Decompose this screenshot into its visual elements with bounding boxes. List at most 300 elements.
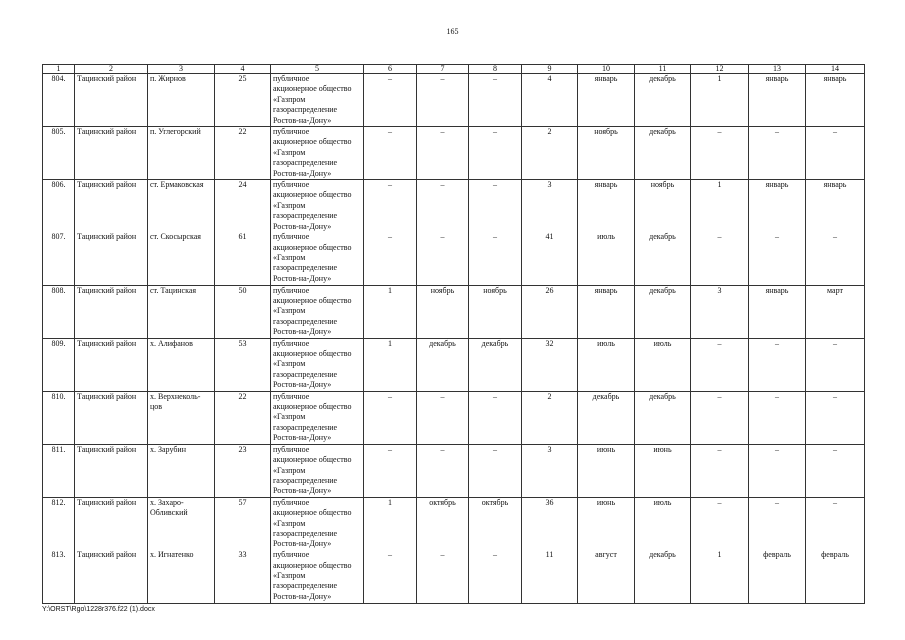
column-header: 5 [271,65,364,74]
col7-cell-text: – [440,232,445,242]
col6-cell-text: 1 [388,285,392,295]
locality-cell [148,285,215,338]
col10-cell [578,74,635,127]
col12-cell [691,444,749,497]
col13-cell [749,285,806,338]
col8-cell-text: – [493,391,497,401]
column-header: 9 [522,65,578,74]
district-cell [75,74,148,127]
column-header: 1 [43,65,75,74]
col12-cell-text: – [717,127,722,137]
col12-cell [691,497,749,550]
organization-line: Ростов-на-Дону» [273,591,332,601]
col14-cell-text: – [833,444,837,454]
row-number [43,74,75,127]
row-number-text: 808. [51,285,66,295]
col8-cell [469,497,522,550]
organization-line: газораспределение [273,105,338,115]
col10-cell-text: январь [594,74,618,83]
col11-cell [635,180,691,233]
column-header: 13 [749,65,806,74]
column-header: 11 [635,65,691,74]
col9-cell-text: 3 [547,180,552,190]
organization-line: «Газпром [273,94,306,104]
organization-line: «Газпром [273,518,306,528]
col9-cell-text: 41 [545,232,554,242]
row-number-text: 810. [51,391,66,401]
col9-cell [522,74,578,127]
col8-cell [469,444,522,497]
col8-cell [469,74,522,127]
organization-line: публичное [273,285,310,295]
file-path-footer: Y:\ORST\Rgo\1228r376.f22 (1).docx [42,606,155,613]
col6-cell [364,338,417,391]
col7-cell [417,550,469,603]
district-cell-text: Тацинский район [77,127,137,137]
col13-cell [749,74,806,127]
column-header: 14 [806,65,865,74]
organization-line: публичное [273,180,310,190]
col7-cell-text: – [440,180,445,190]
organization-line: акционерное общество [273,242,352,252]
organization-line: Ростов-на-Дону» [273,168,332,178]
organization-line: акционерное общество [273,508,352,518]
locality-cell [148,444,215,497]
locality-cell [148,338,215,391]
organization-line: акционерное общество [273,402,352,412]
col7-cell-text: – [440,127,445,137]
col14-cell-text: – [833,127,837,137]
locality-cell-text: х. Игнатенко [150,550,194,560]
col11-cell-text: декабрь [649,232,676,242]
col12-cell-text: – [717,497,722,507]
col14-cell [806,285,865,338]
organization-line: публичное [273,550,310,560]
col13-cell [749,127,806,180]
district-cell [75,285,148,338]
organization-line: Ростов-на-Дону» [273,539,332,549]
col11-cell-text: июль [653,497,672,507]
col10-cell-text: июнь [596,444,616,454]
organization-line: Ростов-на-Дону» [273,486,332,496]
col13-cell-text: – [775,338,779,348]
district-cell-text: Тацинский район [77,74,137,83]
col9-cell [522,497,578,550]
count-cell [215,127,271,180]
count-cell [215,74,271,127]
col14-cell [806,74,865,127]
count-cell-text: 33 [238,550,247,560]
col7-cell [417,74,469,127]
col14-cell-text: – [833,232,837,242]
locality-cell-text: х. Алифанов [150,338,193,348]
col13-cell [749,338,806,391]
col9-cell [522,391,578,444]
count-cell [215,180,271,233]
col12-cell-text: 1 [717,74,722,83]
col14-cell [806,180,865,233]
col13-cell-text: январь [765,180,789,190]
locality-cell-text: х. Верхнеколь-цов [150,391,201,412]
col10-cell-text: июнь [596,497,616,507]
col6-cell [364,444,417,497]
col8-cell [469,338,522,391]
col10-cell [578,391,635,444]
organization-cell [271,285,364,338]
organization-line: Ростов-на-Дону» [273,115,332,125]
organization-line: «Газпром [273,412,306,422]
locality-cell [148,391,215,444]
col14-cell-text: – [833,497,837,507]
col7-cell [417,497,469,550]
col12-cell-text: 1 [717,180,722,190]
col7-cell [417,338,469,391]
row-number-text: 813. [51,550,66,560]
col6-cell [364,127,417,180]
organization-line: публичное [273,127,310,137]
organization-cell [271,232,364,285]
count-cell-text: 22 [238,127,247,137]
organization-line: публичное [273,444,310,454]
col12-cell [691,285,749,338]
col11-cell [635,391,691,444]
col14-cell-text: – [833,338,837,348]
table-row [43,550,865,603]
col13-cell-text: – [775,444,779,454]
col10-cell-text: ноябрь [594,127,618,137]
organization-cell [271,444,364,497]
col12-cell [691,127,749,180]
count-cell [215,232,271,285]
organization-line: газораспределение [273,581,338,591]
organization-line: газораспределение [273,316,338,326]
col9-cell-text: 3 [547,444,552,454]
col9-cell [522,180,578,233]
organization-line: «Газпром [273,200,306,210]
count-cell-text: 24 [238,180,247,190]
col10-cell-text: июль [597,232,615,242]
col6-cell-text: 1 [388,338,392,348]
locality-cell [148,497,215,550]
organization-line: публичное [273,338,310,348]
count-cell [215,444,271,497]
organization-line: акционерное общество [273,84,352,94]
col14-cell [806,550,865,603]
column-header: 7 [417,65,469,74]
organization-line: акционерное общество [273,455,352,465]
col14-cell-text: январь [823,74,847,83]
col13-cell [749,444,806,497]
col14-cell [806,391,865,444]
table-row [43,285,865,338]
col8-cell [469,232,522,285]
col13-cell-text: январь [765,74,789,83]
col7-cell [417,127,469,180]
col14-cell [806,444,865,497]
locality-cell-text: ст. Скосырская [150,232,201,242]
col7-cell-text: – [440,550,445,560]
district-cell-text: Тацинский район [77,391,137,401]
col12-cell [691,232,749,285]
count-cell [215,285,271,338]
col7-cell-text: – [440,74,445,83]
col9-cell [522,550,578,603]
col10-cell-text: июль [597,338,615,348]
col11-cell [635,550,691,603]
col10-cell [578,444,635,497]
col6-cell-text: – [388,127,392,137]
table-row [43,232,865,285]
col10-cell [578,338,635,391]
col12-cell-text: – [717,338,722,348]
organization-line: «Газпром [273,252,306,262]
col11-cell-text: декабрь [649,391,676,401]
organization-line: публичное [273,74,310,83]
organization-line: акционерное общество [273,137,352,147]
row-number [43,127,75,180]
column-header: 8 [469,65,522,74]
schedule-table [42,64,865,604]
col8-cell [469,180,522,233]
col6-cell-text: – [388,74,392,83]
col10-cell-text: декабрь [592,391,620,401]
organization-line: Ростов-на-Дону» [273,380,332,390]
row-number-text: 804. [51,74,66,83]
row-number [43,391,75,444]
column-header: 4 [215,65,271,74]
col11-cell-text: декабрь [649,127,676,137]
col9-cell-text: 2 [547,127,552,137]
row-number [43,180,75,233]
organization-cell [271,74,364,127]
col10-cell-text: январь [594,285,618,295]
col11-cell-text: декабрь [649,550,676,560]
district-cell-text: Тацинский район [77,180,137,190]
locality-cell-text: ст. Ермаковская [150,180,204,190]
col13-cell [749,232,806,285]
col9-cell-text: 26 [545,285,554,295]
col14-cell-text: февраль [821,550,849,560]
col7-cell-text: декабрь [429,338,456,348]
col13-cell-text: – [775,127,779,137]
col7-cell [417,391,469,444]
organization-cell [271,550,364,603]
row-number-text: 805. [51,127,66,137]
col12-cell-text: – [717,232,722,242]
col10-cell [578,127,635,180]
col11-cell-text: июнь [653,444,672,454]
col14-cell-text: март [827,285,843,295]
district-cell [75,391,148,444]
col14-cell [806,338,865,391]
col9-cell [522,127,578,180]
col13-cell [749,180,806,233]
col6-cell-text: – [388,444,392,454]
col13-cell-text: – [775,497,779,507]
organization-line: акционерное общество [273,296,352,305]
column-header: 2 [75,65,148,74]
column-header: 6 [364,65,417,74]
col9-cell [522,444,578,497]
col9-cell [522,338,578,391]
organization-line: «Газпром [273,571,306,581]
col6-cell [364,391,417,444]
organization-line: газораспределение [273,475,338,485]
table-row [43,338,865,391]
row-number [43,285,75,338]
organization-line: «Газпром [273,306,306,316]
district-cell [75,180,148,233]
col8-cell [469,127,522,180]
column-header: 12 [691,65,749,74]
col9-cell-text: 32 [545,338,554,348]
header-row [43,65,865,74]
district-cell-text: Тацинский район [77,338,137,348]
col8-cell-text: – [493,444,497,454]
col13-cell [749,550,806,603]
locality-cell [148,232,215,285]
col8-cell [469,285,522,338]
col11-cell [635,497,691,550]
organization-line: «Газпром [273,465,306,475]
col8-cell-text: – [493,127,497,137]
col12-cell [691,180,749,233]
col12-cell-text: 1 [717,550,722,560]
organization-line: публичное [273,391,310,401]
locality-cell-text: х. Захаро-Обливский [150,497,188,518]
col11-cell [635,285,691,338]
col8-cell-text: декабрь [481,338,509,348]
col6-cell [364,180,417,233]
col12-cell-text: – [717,391,722,401]
col9-cell [522,232,578,285]
count-cell [215,497,271,550]
organization-line: «Газпром [273,147,306,157]
col11-cell-text: ноябрь [650,180,675,190]
col7-cell-text: ноябрь [430,285,455,295]
col12-cell [691,74,749,127]
table-row [43,180,865,233]
col12-cell-text: 3 [717,285,722,295]
district-cell [75,127,148,180]
district-cell-text: Тацинский район [77,285,137,295]
organization-line: Ростов-на-Дону» [273,221,332,231]
organization-line: газораспределение [273,158,338,168]
count-cell [215,550,271,603]
row-number-text: 807. [51,232,66,242]
count-cell-text: 50 [238,285,247,295]
row-number [43,550,75,603]
col6-cell-text: 1 [388,497,392,507]
organization-line: Ростов-на-Дону» [273,433,332,443]
col13-cell-text: январь [765,285,789,295]
table-row [43,127,865,180]
locality-cell [148,74,215,127]
organization-line: газораспределение [273,263,338,273]
row-number [43,232,75,285]
locality-cell-text: п. Углегорский [150,127,201,137]
district-cell [75,232,148,285]
col12-cell [691,550,749,603]
row-number-text: 812. [51,497,66,507]
column-header: 10 [578,65,635,74]
col6-cell-text: – [388,180,392,190]
col8-cell-text: октябрь [481,497,509,507]
col11-cell-text: декабрь [649,74,676,83]
col12-cell-text: – [717,444,722,454]
col10-cell [578,550,635,603]
district-cell-text: Тацинский район [77,550,137,560]
row-number-text: 809. [51,338,66,348]
col7-cell [417,444,469,497]
count-cell-text: 61 [238,232,247,242]
locality-cell-text: п. Жирнов [150,74,186,83]
col14-cell [806,232,865,285]
organization-cell [271,180,364,233]
organization-line: «Газпром [273,359,306,369]
col8-cell-text: – [493,180,497,190]
col6-cell-text: – [388,391,392,401]
col7-cell [417,232,469,285]
col6-cell [364,74,417,127]
col7-cell-text: октябрь [429,497,456,507]
row-number [43,497,75,550]
col11-cell [635,444,691,497]
col10-cell-text: январь [594,180,618,190]
col8-cell-text: ноябрь [483,285,507,295]
district-cell-text: Тацинский район [77,444,137,454]
col11-cell-text: июль [653,338,672,348]
col8-cell-text: – [493,550,497,560]
col13-cell-text: – [775,232,779,242]
table-row [43,444,865,497]
col6-cell [364,232,417,285]
col7-cell [417,180,469,233]
col8-cell [469,550,522,603]
locality-cell-text: х. Зарубин [150,444,186,454]
row-number-text: 811. [51,444,66,454]
col9-cell-text: 4 [547,74,552,83]
col11-cell [635,338,691,391]
district-cell-text: Тацинский район [77,232,137,242]
col7-cell-text: – [440,444,445,454]
col13-cell [749,497,806,550]
col6-cell [364,497,417,550]
col10-cell [578,180,635,233]
col6-cell-text: – [388,232,392,242]
col6-cell-text: – [388,550,392,560]
col9-cell [522,285,578,338]
col10-cell [578,232,635,285]
table-row [43,74,865,127]
organization-line: Ростов-на-Дону» [273,273,332,283]
col13-cell [749,391,806,444]
organization-cell [271,391,364,444]
col14-cell [806,497,865,550]
organization-line: акционерное общество [273,560,352,570]
district-cell [75,338,148,391]
district-cell [75,444,148,497]
count-cell-text: 23 [238,444,247,454]
organization-line: публичное [273,232,310,242]
col13-cell-text: – [775,391,779,401]
count-cell-text: 57 [238,497,247,507]
district-cell-text: Тацинский район [77,497,137,507]
column-header: 3 [148,65,215,74]
col14-cell [806,127,865,180]
col6-cell [364,285,417,338]
col9-cell-text: 11 [545,550,554,560]
